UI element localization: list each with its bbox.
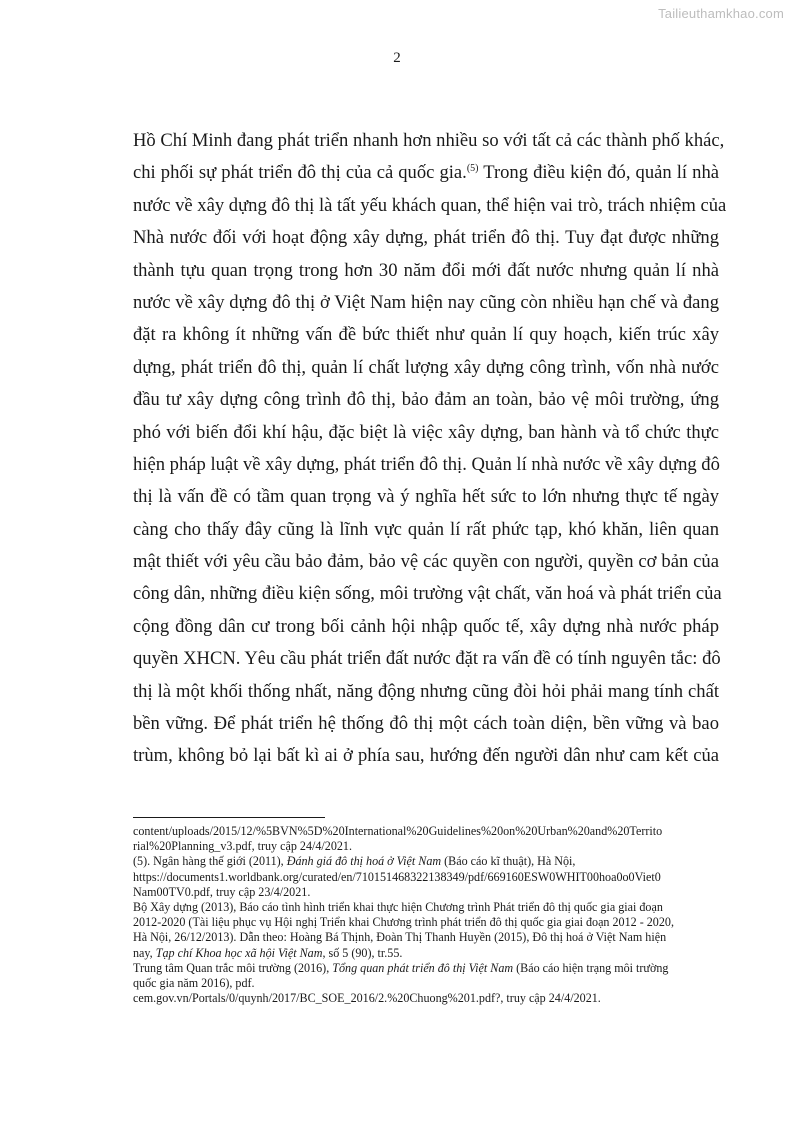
footnote-7 bbox=[133, 961, 723, 1007]
footnote-text: (Báo cáo hiện trạng môi trường bbox=[513, 960, 669, 975]
footnote-url[interactable]: Nam00TV0.pdf, truy cập 23/4/2021. bbox=[133, 884, 311, 899]
footnote-text: , số 5 (90), tr.55. bbox=[322, 945, 403, 960]
footnote-6 bbox=[133, 900, 723, 961]
body-line: dựng, phát triển đô thị, quản lí chất lượng xây dựng công trình, vốn nhà nước bbox=[133, 356, 719, 378]
footnote-line: 2012-2020 (Tài liệu phục vụ Hội nghị Triển khai Chương trình phát triển đô thị quốc gia giai đoạn 2012 - 2020, bbox=[133, 915, 674, 930]
body-line: nước về xây dựng đô thị ở Việt Nam hiện nay cũng còn nhiều hạn chế và đang bbox=[133, 291, 719, 313]
body-line: phó với biến đổi khí hậu, đặc biệt là việc xây dựng, ban hành và tổ chức thực bbox=[133, 421, 719, 443]
body-paragraph bbox=[133, 125, 727, 773]
page-number: 2 bbox=[393, 50, 401, 66]
body-line: công dân, những điều kiện sống, môi trường vật chất, văn hoá và phát triển của bbox=[133, 583, 722, 605]
body-line: mật thiết với yêu cầu bảo đảm, bảo vệ các quyền con người, quyền cơ bản của bbox=[133, 551, 719, 573]
body-line bbox=[133, 157, 719, 189]
body-line: bền vững. Để phát triển hệ thống đô thị một cách toàn diện, bền vững và bao bbox=[133, 713, 719, 735]
footnote-text: (Báo cáo kĩ thuật), Hà Nội, bbox=[441, 854, 576, 869]
body-line: trùm, không bỏ lại bất kì ai ở phía sau, hướng đến người dân như cam kết của bbox=[133, 745, 719, 767]
footnote-line[interactable]: content/uploads/2015/12/%5BVN%5D%20International%20Guidelines%20on%20Urban%20and%20Territo bbox=[133, 824, 663, 838]
footnote-url[interactable]: cem.gov.vn/Portals/0/quynh/2017/BC_SOE_2016/2.%20Chuong%201.pdf?, truy cập 24/4/2021. bbox=[133, 991, 601, 1006]
footnote-line: Bộ Xây dựng (2013), Báo cáo tình hình triển khai thực hiện Chương trình Phát triển đô thị quốc gia giai đoạn bbox=[133, 900, 663, 915]
body-line: Nhà nước đối với hoạt động xây dựng, phát triển đô thị. Tuy đạt được những bbox=[133, 227, 719, 249]
footnote-line[interactable]: rial%20Planning_v3.pdf, truy cập 24/4/2021. bbox=[133, 839, 352, 854]
body-line-segment: chi phối sự phát triển đô thị của cả quốc gia. bbox=[133, 162, 467, 184]
body-line: thị là vấn đề có tầm quan trọng và ý nghĩa hết sức to lớn nhưng thực tế ngày bbox=[133, 486, 719, 508]
body-line: thành tựu quan trọng trong hơn 30 năm đổi mới đất nước nhưng quản lí nhà bbox=[133, 259, 719, 281]
body-line: đặt ra không ít những vấn đề bức thiết như quản lí quy hoạch, kiến trúc xây bbox=[133, 324, 719, 346]
footnote-line bbox=[133, 961, 723, 976]
footnote-line: quốc gia năm 2016), pdf. bbox=[133, 976, 255, 991]
footnote-url[interactable]: https://documents1.worldbank.org/curated/en/710151468322138349/pdf/669160ESW0WHIT00hoa0o0Viet0 bbox=[133, 869, 661, 884]
body-line: càng cho thấy đây cũng là lĩnh vực quản lí rất phức tạp, khó khăn, liên quan bbox=[133, 518, 719, 540]
body-line: quyền XHCN. Yêu cầu phát triển đất nước đặt ra vấn đề có tính nguyên tắc: đô bbox=[133, 648, 721, 670]
footnote-line bbox=[133, 946, 723, 961]
footnote-journal: Tạp chí Khoa học xã hội Việt Nam bbox=[155, 945, 323, 960]
body-line-segment: Trong điều kiện đó, quản lí nhà bbox=[478, 162, 719, 184]
body-line: cộng đồng dân cư trong bối cảnh hội nhập quốc tế, xây dựng nhà nước pháp bbox=[133, 615, 719, 637]
footnote-text: Trung tâm Quan trắc môi trường (2016), bbox=[133, 960, 333, 975]
footnote-title: Đánh giá đô thị hoá ở Việt Nam bbox=[286, 854, 442, 869]
footnote-line: Hà Nội, 26/12/2013). Dẫn theo: Hoàng Bá Thịnh, Đoàn Thị Thanh Huyền (2015), Đô thị hoá ở Việt Nam hiện bbox=[133, 930, 667, 945]
footnote-separator bbox=[133, 817, 325, 818]
body-line: Hồ Chí Minh đang phát triển nhanh hơn nhiều so với tất cả các thành phố khác, bbox=[133, 130, 725, 151]
footnotes-section bbox=[133, 824, 723, 1006]
watermark-text: Tailieuthamkhao.com bbox=[658, 6, 784, 21]
footnote-text: nay, bbox=[133, 945, 156, 960]
footnote-text: (5). Ngân hàng thế giới (2011), bbox=[133, 854, 287, 869]
footnote-line bbox=[133, 854, 723, 869]
body-line: thị là một khối thống nhất, năng động nhưng cũng đòi hỏi phải mang tính chất bbox=[133, 680, 719, 702]
body-line: đầu tư xây dựng công trình đô thị, bảo đảm an toàn, bảo vệ môi trường, ứng bbox=[133, 389, 719, 411]
footnote-title: Tổng quan phát triển đô thị Việt Nam bbox=[332, 960, 514, 975]
body-line: nước về xây dựng đô thị là tất yếu khách quan, thể hiện vai trò, trách nhiệm của bbox=[133, 194, 727, 216]
body-line: hiện pháp luật về xây dựng, phát triển đô thị. Quản lí nhà nước về xây dựng đô bbox=[133, 453, 720, 475]
footnote-5 bbox=[133, 854, 723, 900]
footnote-4-continuation bbox=[133, 824, 723, 854]
footnote-reference[interactable]: (5) bbox=[466, 163, 479, 175]
